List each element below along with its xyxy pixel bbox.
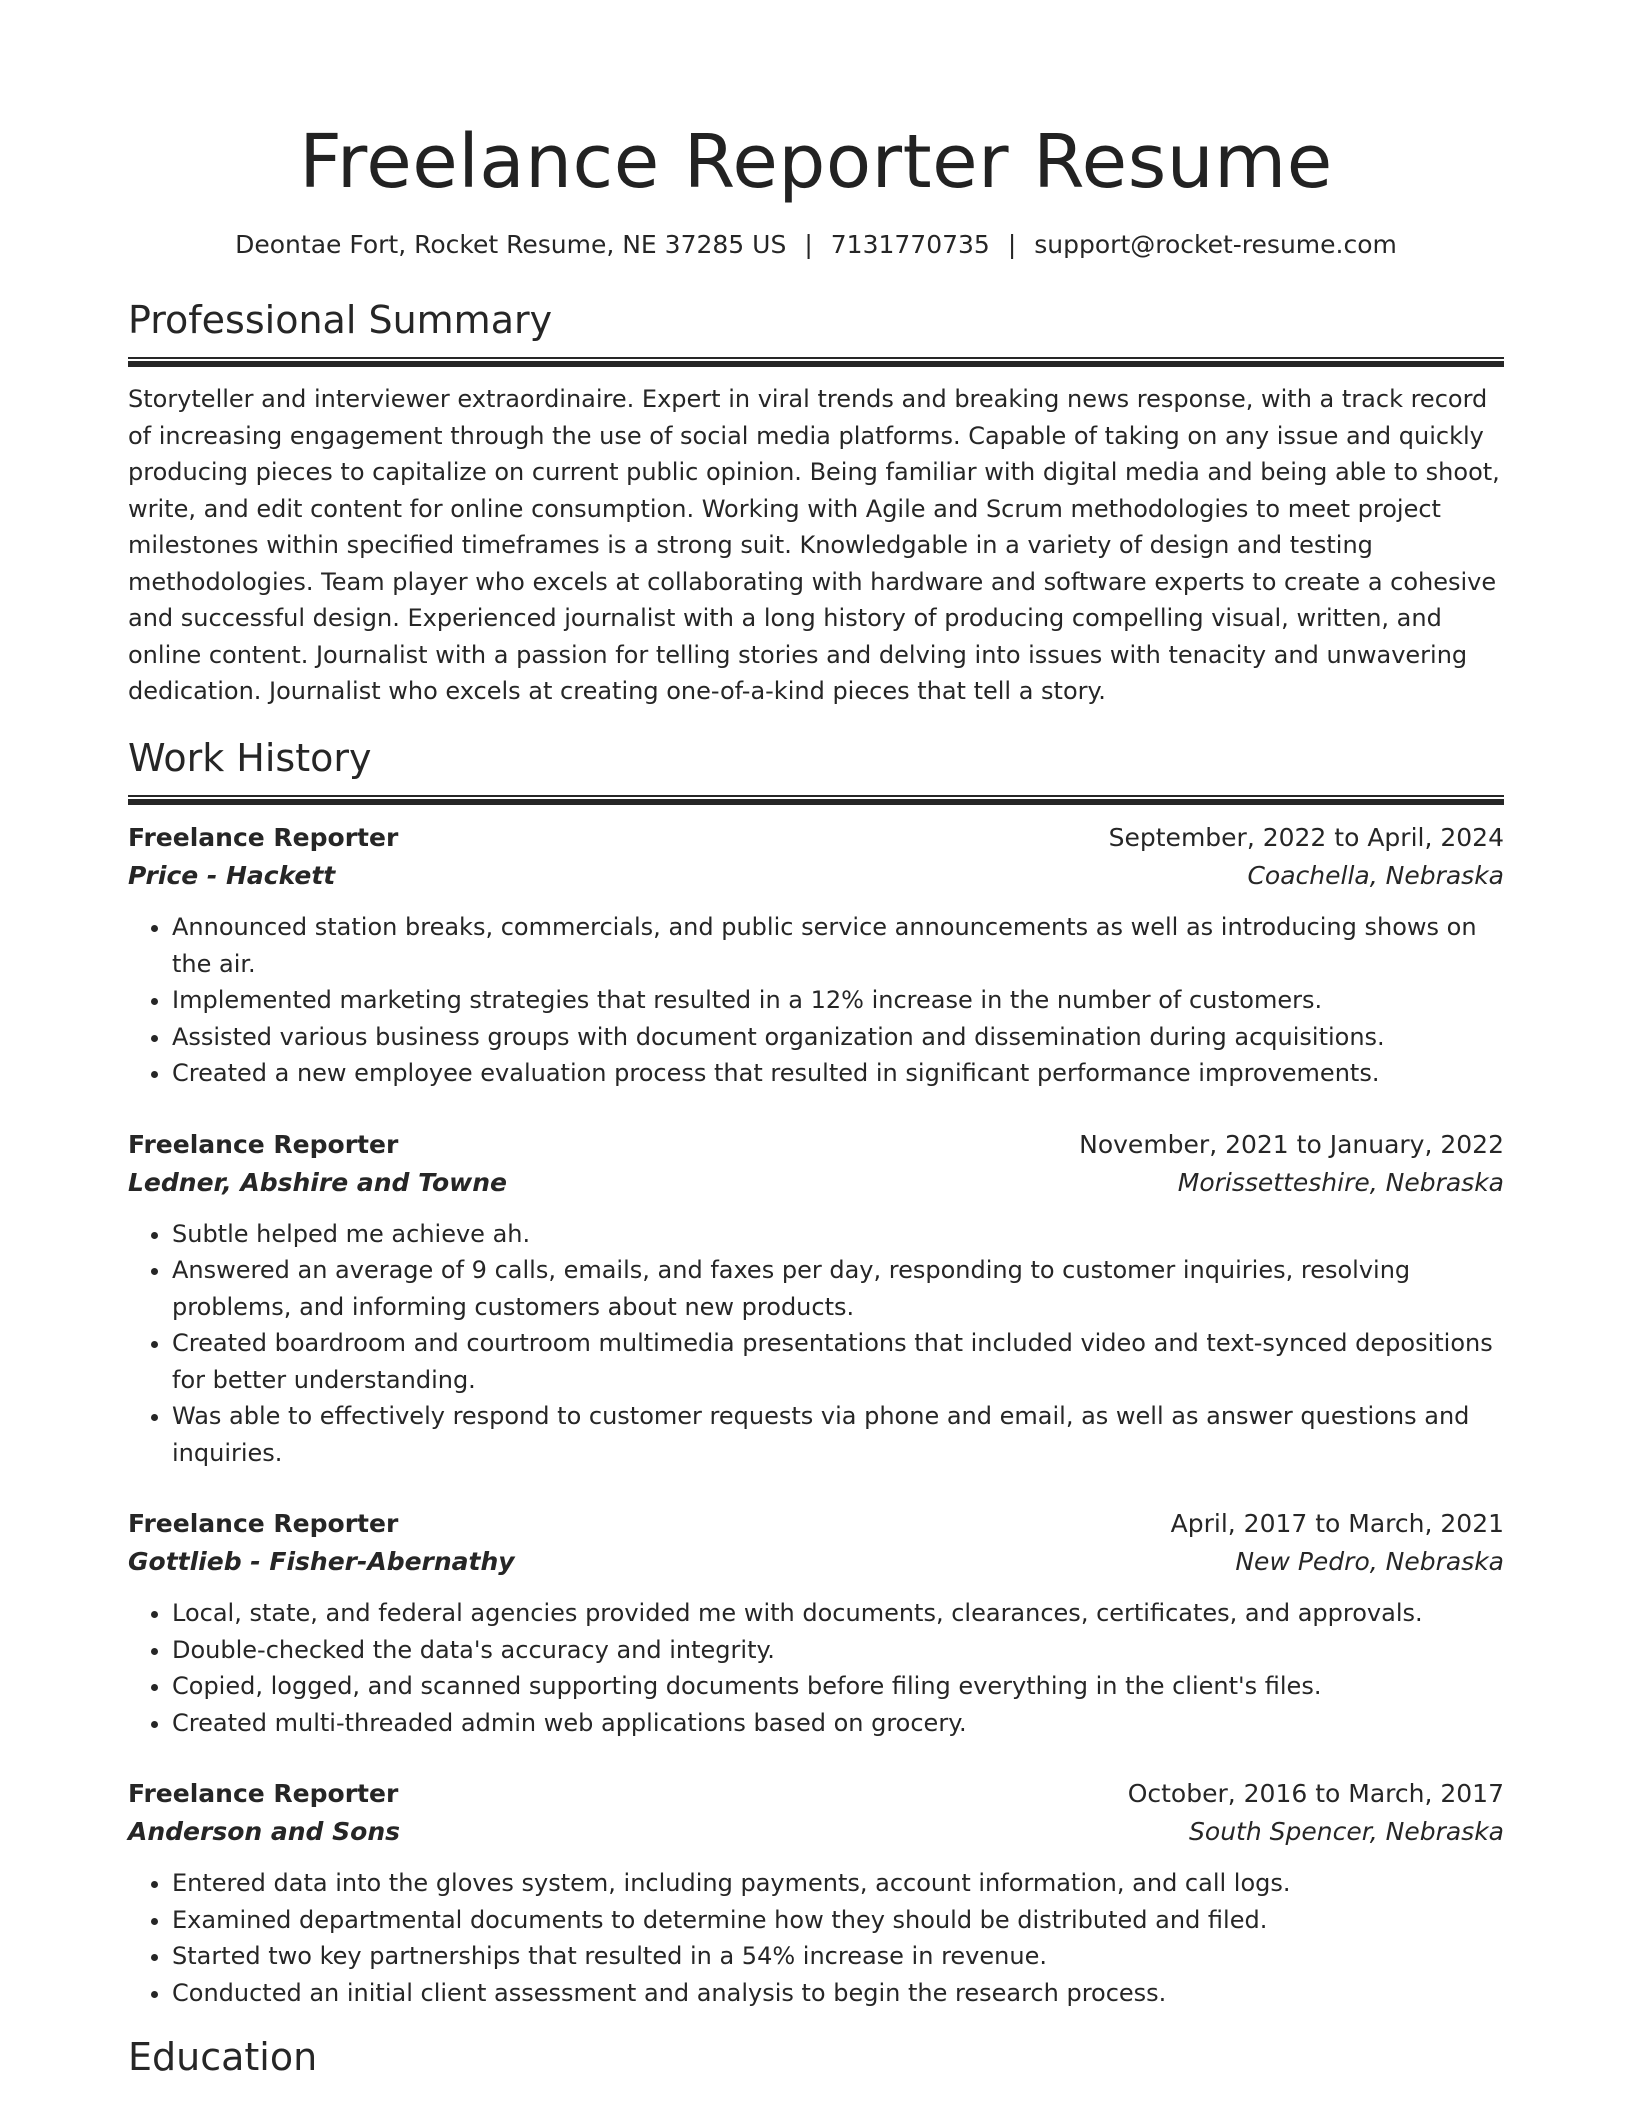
job-dates: October, 2016 to March, 2017 [1127,1779,1504,1809]
list-item: • Examined departmental documents to determine how they should be distributed and filed. [172,1902,1504,1939]
section-divider [128,357,1504,367]
list-item: • Was able to effectively respond to customer requests via phone and email, as well as answer questions and inquiries. [172,1398,1504,1471]
job-title: Freelance Reporter [128,1129,399,1159]
section-heading: Education [128,2035,318,2080]
summary-text: Storyteller and interviewer extraordinaire. Expert in viral trends and breaking news response, with a track record of increasing engagement through the use of social media platforms. Capable of taking on any issue and quickly producing pieces to capitalize on current public opinion. Being familiar with digital media and being able to shoot, write, and edit content for online consumption. Working with Agile and Scrum methodologies to meet project milestones within specified timeframes is a strong suit. Knowledgable in a variety of design and testing methodologies. Team player who excels at collaborating with hardware and software experts to create a cohesive and successful design. Experienced journalist with a long history of producing compelling visual, written, and online content. Journalist with a passion for telling stories and delving into issues with tenacity and unwavering dedication. Journalist who excels at creating one-of-a-kind pieces that tell a story. [128,385,1500,706]
section-professional-summary [128,296,1504,710]
list-item: • Announced station breaks, commercials, and public service announcements as well as introducing shows on the air. [172,909,1504,982]
list-item: • Entered data into the gloves system, including payments, account information, and call logs. [172,1865,1504,1902]
job-bullets [128,1216,1504,1472]
job-entry [128,1505,1504,1741]
job-title: Freelance Reporter [128,823,399,853]
job-entry [128,1126,1504,1472]
section-heading: Work History [128,735,372,780]
list-item: • Created a new employee evaluation process that resulted in significant performance improvements. [172,1055,1504,1092]
job-company: Gottlieb - Fisher-Abernathy [128,1547,515,1577]
job-title: Freelance Reporter [128,1509,399,1539]
contact-phone: 7131770735 [830,230,990,260]
job-location: Morissetteshire, Nebraska [1177,1167,1504,1197]
job-location: New Pedro, Nebraska [1235,1547,1504,1577]
job-bullets [128,1595,1504,1741]
job-dates: September, 2022 to April, 2024 [1108,823,1504,853]
job-title: Freelance Reporter [128,1779,399,1809]
job-company: Price - Hackett [128,861,336,891]
list-item: • Created boardroom and courtroom multimedia presentations that included video and text-synced depositions for better understanding. [172,1325,1504,1398]
contact-line [128,227,1504,262]
list-item: • Started two key partnerships that resulted in a 54% increase in revenue. [172,1938,1504,1975]
contact-separator: | [1007,230,1017,260]
job-dates: November, 2021 to January, 2022 [1079,1129,1504,1159]
job-location: Coachella, Nebraska [1247,861,1504,891]
contact-address: Deontae Fort, Rocket Resume, NE 37285 US [235,230,787,260]
list-item: • Assisted various business groups with document organization and dissemination during acquisitions. [172,1019,1504,1056]
section-work-history [128,734,1504,2011]
job-bullets [128,909,1504,1092]
job-location: South Spencer, Nebraska [1189,1817,1504,1847]
list-item: • Implemented marketing strategies that resulted in a 12% increase in the number of customers. [172,982,1504,1019]
list-item: • Double-checked the data's accuracy and integrity. [172,1632,1504,1669]
job-entry [128,819,1504,1092]
job-entry [128,1775,1504,2011]
list-item: • Answered an average of 9 calls, emails, and faxes per day, responding to customer inquiries, resolving problems, and informing customers about new products. [172,1252,1504,1325]
section-heading: Professional Summary [128,298,553,343]
list-item: • Subtle helped me achieve ah. [172,1216,1504,1253]
contact-separator: | [804,230,813,260]
job-company: Anderson and Sons [128,1817,401,1847]
job-bullets [128,1865,1504,2011]
section-education [128,2033,1504,2082]
contact-email: support@rocket-resume.com [1034,230,1397,260]
job-dates: April, 2017 to March, 2021 [1170,1509,1504,1539]
job-company: Ledner, Abshire and Towne [128,1167,507,1197]
list-item: • Created multi-threaded admin web applications based on grocery. [172,1705,1504,1742]
list-item: • Local, state, and federal agencies provided me with documents, clearances, certificates, and approvals. [172,1595,1504,1632]
list-item: • Conducted an initial client assessment and analysis to begin the research process. [172,1975,1504,2012]
section-divider [128,795,1504,805]
document-title: Freelance Reporter Resume [299,119,1333,205]
list-item: • Copied, logged, and scanned supporting documents before filing everything in the client's files. [172,1668,1504,1705]
